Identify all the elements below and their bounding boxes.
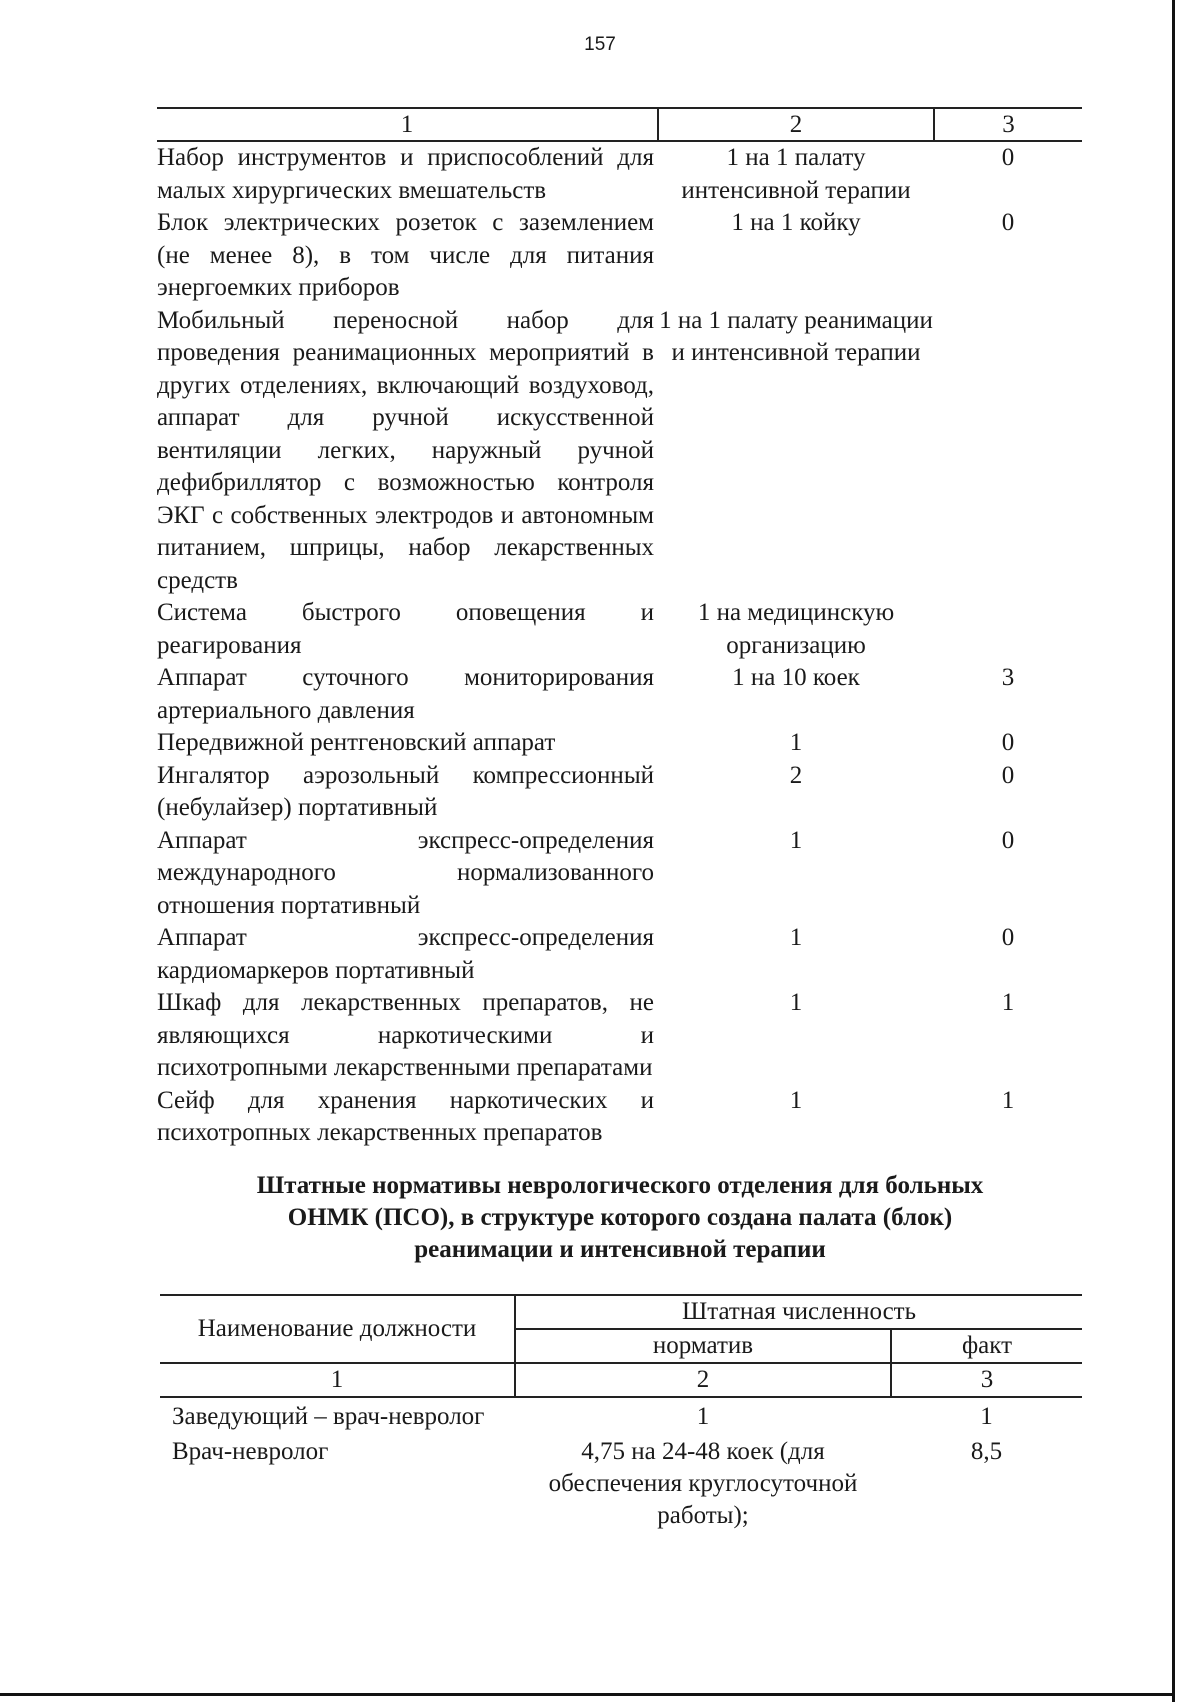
equipment-fact: 3 (1001, 664, 1015, 691)
position-name: Врач-невролог (172, 1438, 329, 1465)
table-row (157, 597, 1082, 662)
equipment-table-header (157, 108, 1082, 141)
equipment-norm: 1 (789, 729, 803, 756)
staff-table-header (160, 1295, 1082, 1329)
section-heading-line: Штатные нормативы неврологического отделения для больных (256, 1172, 984, 1199)
page-border-right (1172, 0, 1175, 1702)
table-row (157, 727, 1082, 760)
table-row (157, 141, 1082, 207)
column-header-norm: норматив (515, 1329, 891, 1363)
equipment-name: Шкаф для лекарственных препаратов, не являющихся наркотическими и психотропными лекарственными препаратами (157, 989, 654, 1081)
equipment-norm: 1 (789, 1086, 803, 1114)
section-heading-line: ОНМК (ПСО), в структуре которого создана палата (блок) (287, 1204, 953, 1231)
column-number-1: 1 (157, 108, 658, 141)
equipment-table (157, 107, 1082, 1150)
equipment-name: Передвижной рентгеновский аппарат (157, 729, 556, 756)
column-number-3: 3 (891, 1363, 1082, 1397)
equipment-norm: 1 (789, 989, 803, 1016)
equipment-fact (934, 597, 1082, 662)
page-number: 157 (584, 34, 616, 55)
table-row (157, 825, 1082, 923)
equipment-name: Ингалятор аэрозольный компрессионный (небулайзер) портативный (157, 761, 654, 821)
equipment-name: Сейф для хранения наркотических и психотропных лекарственных препаратов (157, 1086, 654, 1146)
equipment-fact: 0 (1001, 826, 1015, 854)
position-name: Заведующий – врач-невролог (172, 1403, 485, 1430)
column-header-staff-count: Штатная численность (515, 1295, 1082, 1329)
equipment-fact: 0 (1001, 761, 1015, 789)
table-row (157, 922, 1082, 987)
table-row (160, 1397, 1082, 1433)
table-row (157, 207, 1082, 305)
column-number-1: 1 (160, 1363, 515, 1397)
table-row (157, 662, 1082, 727)
equipment-name: Мобильный переносной набор для проведения реанимационных мероприятий в других отделениях, включающий воздуховод, аппарат для ручной искусственной вентиляции легких, наружный ручной дефибриллятор с возможностью контроля ЭКГ с собственных электродов и автономным питанием, шприцы, набор лекарственных средств (157, 306, 654, 594)
column-header-position: Наименование должности (160, 1295, 515, 1363)
column-number-2: 2 (658, 108, 934, 141)
column-number-3: 3 (934, 108, 1082, 141)
column-header-fact: факт (891, 1329, 1082, 1363)
position-norm: 1 (696, 1403, 710, 1430)
equipment-fact (934, 305, 1082, 598)
equipment-name: Аппарат экспресс-определения международного нормализованного отношения портативный (157, 826, 654, 919)
position-fact: 1 (980, 1403, 993, 1430)
table-row (157, 305, 1082, 598)
section-heading-line: реанимации и интенсивной терапии (414, 1236, 826, 1263)
column-number-2: 2 (515, 1363, 891, 1397)
equipment-fact: 1 (1001, 1086, 1015, 1114)
staff-table (160, 1294, 1082, 1532)
equipment-name: Аппарат суточного мониторирования артериального давления (157, 664, 654, 724)
table-row (157, 760, 1082, 825)
equipment-norm: 2 (789, 761, 803, 789)
table-row (157, 987, 1082, 1085)
table-row (157, 1085, 1082, 1150)
equipment-fact: 1 (1001, 989, 1015, 1016)
staff-table-column-numbers (160, 1363, 1082, 1397)
equipment-fact: 0 (1001, 144, 1015, 171)
page-border-bottom (0, 1693, 1175, 1696)
position-fact: 8,5 (970, 1438, 1003, 1465)
equipment-norm: 1 (789, 826, 803, 854)
equipment-name: Система быстрого оповещения и реагирования (157, 599, 654, 659)
equipment-fact: 0 (1001, 209, 1015, 236)
equipment-name: Блок электрических розеток с заземлением (не менее 8), в том числе для питания энергоемких приборов (157, 209, 654, 301)
equipment-fact: 0 (1001, 924, 1015, 951)
equipment-name: Аппарат экспресс-определения кардиомаркеров портативный (157, 924, 654, 984)
equipment-norm: 1 на 1 палату реанимации и интенсивной терапии (659, 306, 933, 366)
equipment-name: Набор инструментов и приспособлений для малых хирургических вмешательств (157, 144, 654, 204)
position-norm: 4,75 на 24-48 коек (для обеспечения круглосуточной работы); (548, 1438, 858, 1529)
equipment-fact: 0 (1001, 729, 1015, 756)
section-heading (150, 1170, 1090, 1266)
equipment-norm: 1 на 10 коек (732, 664, 860, 691)
equipment-norm: 1 (789, 924, 803, 951)
equipment-norm: 1 на 1 палату интенсивной терапии (681, 144, 911, 204)
equipment-norm: 1 на 1 койку (731, 209, 861, 236)
table-row (160, 1433, 1082, 1532)
equipment-norm: 1 на медицинскую организацию (697, 599, 895, 659)
